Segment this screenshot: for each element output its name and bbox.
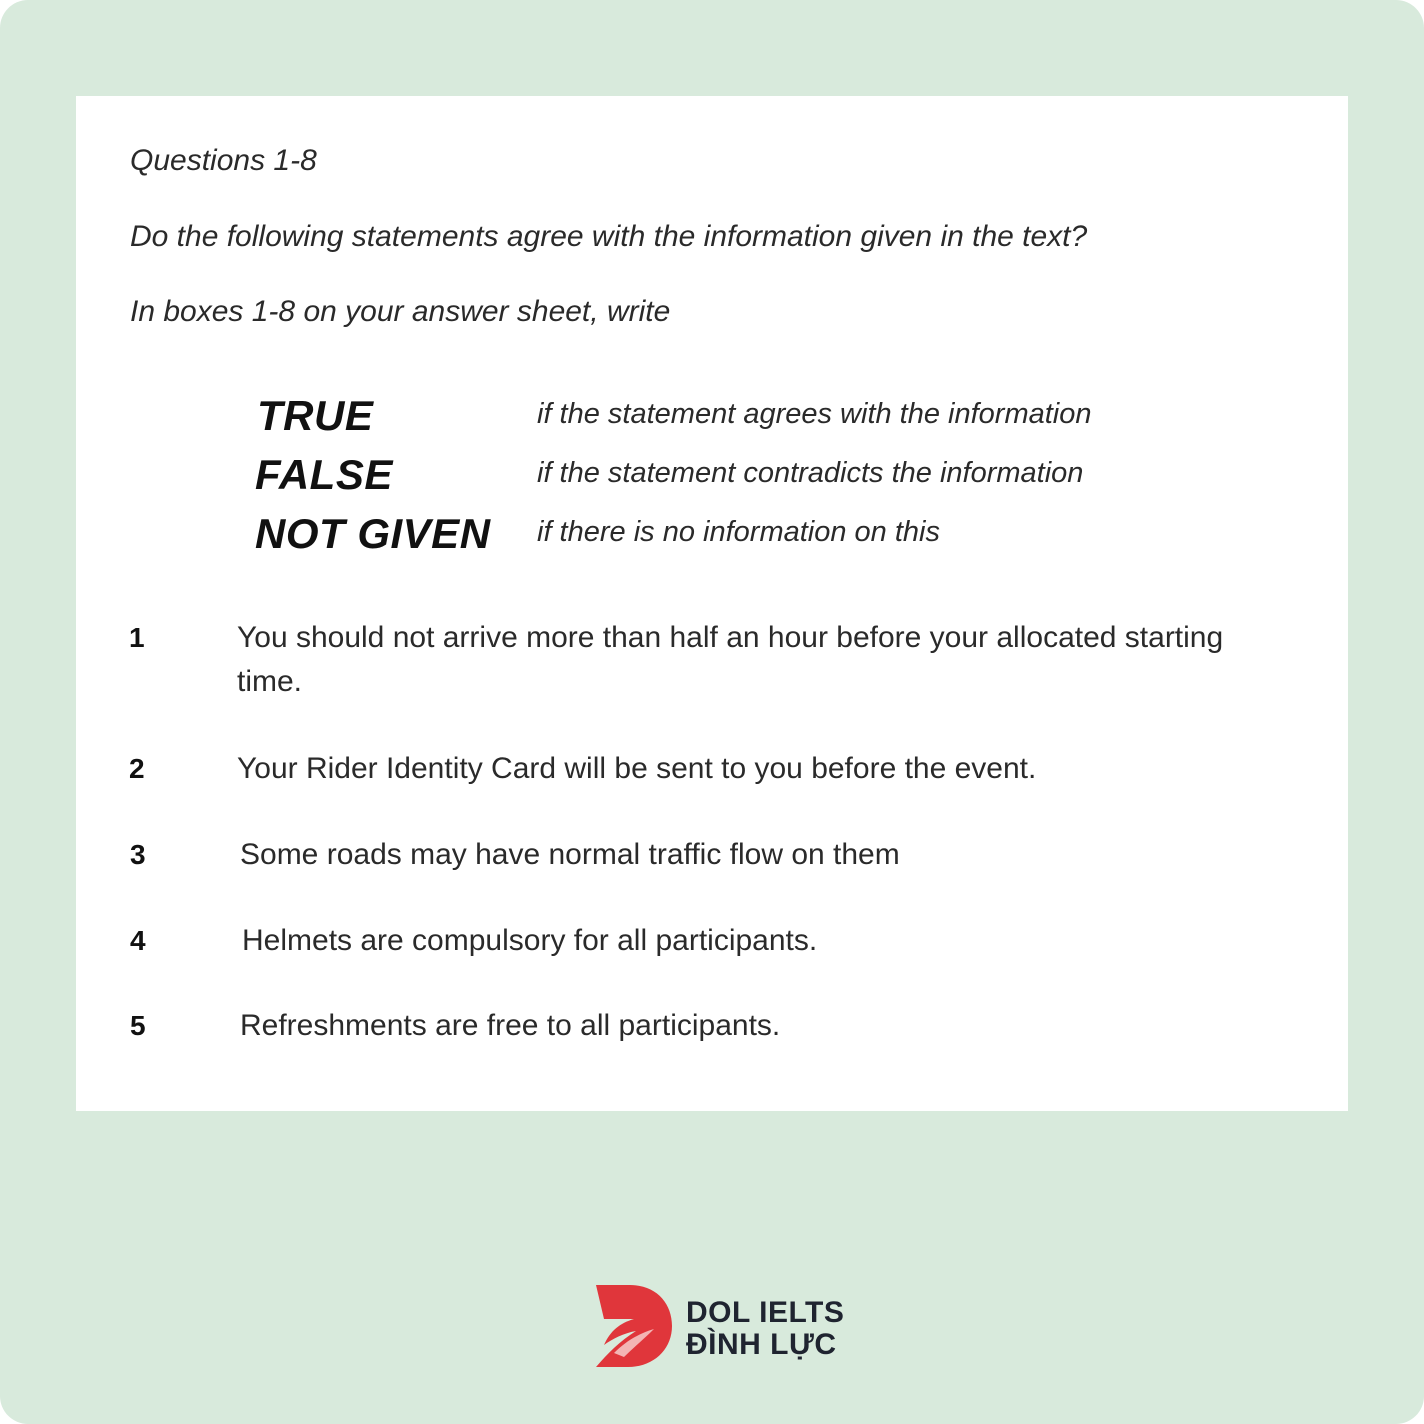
option-key-true: TRUE bbox=[257, 392, 374, 439]
statement-number: 2 bbox=[129, 753, 145, 784]
option-key-not-given: NOT GIVEN bbox=[255, 510, 491, 557]
option-key-false: FALSE bbox=[255, 451, 393, 498]
instruction-question: Do the following statements agree with the information given in the text? bbox=[130, 220, 1088, 253]
question-card bbox=[76, 96, 1348, 1111]
statement-number: 3 bbox=[130, 839, 146, 870]
dol-logo-icon bbox=[594, 1283, 674, 1369]
instruction-direction: In boxes 1-8 on your answer sheet, write bbox=[130, 295, 671, 328]
brand-line-1: DOL IELTS bbox=[686, 1296, 845, 1329]
brand-line-2: ĐÌNH LỰC bbox=[686, 1328, 837, 1361]
statement-number: 5 bbox=[130, 1010, 146, 1041]
option-desc-not-given: if there is no information on this bbox=[537, 516, 940, 548]
statement-text: You should not arrive more than half an hour before your allocated starting time. bbox=[237, 621, 1224, 698]
statement-number: 1 bbox=[129, 622, 145, 653]
questions-heading: Questions 1-8 bbox=[130, 144, 317, 177]
option-desc-false: if the statement contradicts the information bbox=[537, 457, 1084, 489]
statement-text: Some roads may have normal traffic flow on them bbox=[240, 838, 900, 871]
statement-text: Your Rider Identity Card will be sent to you before the event. bbox=[237, 752, 1037, 785]
statement-number: 4 bbox=[130, 925, 146, 956]
statement-text: Refreshments are free to all participants. bbox=[240, 1009, 781, 1042]
option-desc-true: if the statement agrees with the information bbox=[537, 398, 1092, 430]
statement-text: Helmets are compulsory for all participants. bbox=[242, 924, 818, 957]
